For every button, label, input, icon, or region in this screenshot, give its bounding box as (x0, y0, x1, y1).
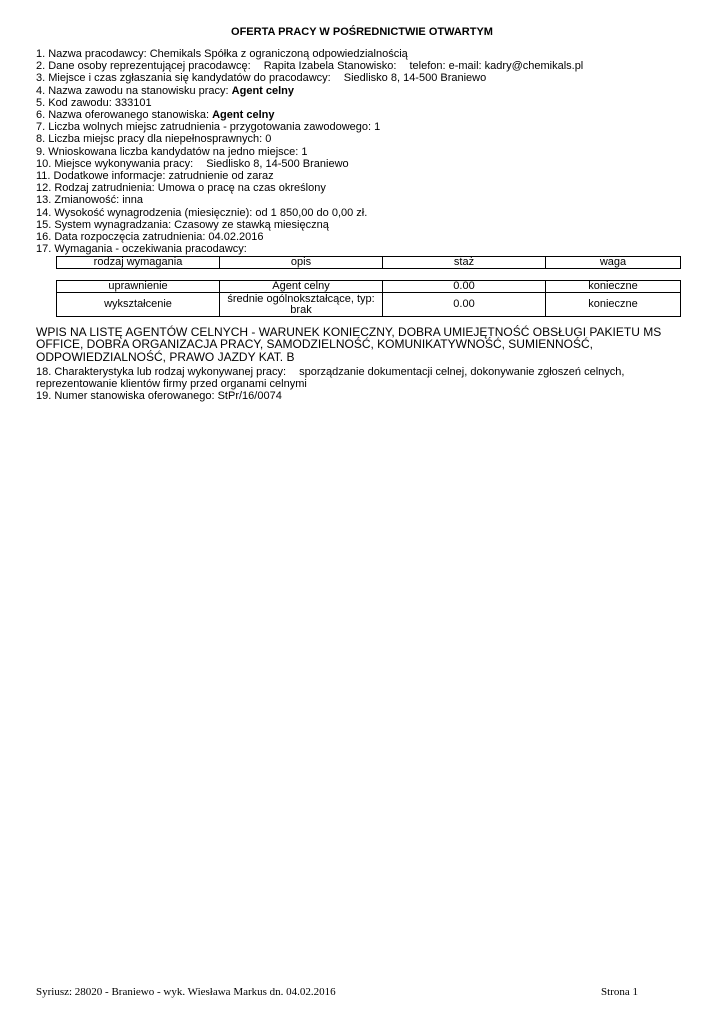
page-title: OFERTA PRACY W POŚREDNICTWIE OTWARTYM (231, 26, 493, 38)
field-value: Agent celny (212, 109, 275, 122)
page-footer (36, 986, 638, 998)
field-value: Siedlisko 8, 14-500 Braniewo (206, 157, 349, 170)
field-work-characteristics (36, 366, 696, 378)
field-employer-representative (36, 60, 696, 72)
field-label: 6. Nazwa oferowanego stanowiska: (36, 109, 210, 122)
field-label: Stanowisko: (337, 60, 397, 73)
field-label: 18. Charakterystyka lub rodzaj wykonywanej pracy: (36, 366, 287, 378)
work-description-section (36, 366, 696, 403)
field-disabled-vacancies: 8. Liczba miejsc pracy dla niepełnosprawnych: 0 (36, 133, 272, 146)
table-cell: wykształcenie (57, 293, 220, 317)
field-vacancies: 7. Liczba wolnych miejsc zatrudnienia - przygotowania zawodowego: 1 (36, 121, 381, 134)
field-salary: 14. Wysokość wynagrodzenia (miesięcznie): od 1 850,00 do 0,00 zł. (36, 206, 368, 219)
field-employment-type: 12. Rodzaj zatrudnienia: Umowa o pracę na czas określony (36, 182, 326, 195)
table-cell: konieczne (546, 293, 681, 317)
field-shift-system: 13. Zmianowość: inna (36, 194, 143, 207)
field-employer-name: 1. Nazwa pracodawcy: Chemikals Spółka z ograniczoną odpowiedzialnością (36, 48, 408, 60)
page-number: Strona 1 (601, 986, 638, 998)
extra-requirements-text: WPIS NA LISTĘ AGENTÓW CELNYCH - WARUNEK KONIECZNY, DOBRA UMIEJĘTNOŚĆ OBSŁUGI PAKIETU MS OFFICE, DOBRA ORGANIZACJA PRACY, SAMODZIELNOŚĆ, KOMUNIKATYWNOŚĆ, SUMIENNOŚĆ, ODPOWIEDZIALNOŚĆ, PRAWO JAZDY KAT. B (36, 325, 662, 364)
column-header: rodzaj wymagania (57, 257, 220, 269)
offer-fields (36, 48, 696, 255)
field-additional-info: 11. Dodatkowe informacje: zatrudnienie od zaraz (36, 170, 274, 183)
field-position-name (36, 109, 696, 121)
field-candidates-per-vacancy: 9. Wnioskowana liczba kandydatów na jedno miejsce: 1 (36, 145, 308, 158)
field-label: 4. Nazwa zawodu na stanowisku pracy: (36, 84, 229, 97)
table-cell: konieczne (546, 281, 681, 293)
field-value: sporządzanie dokumentacji celnej, dokonywanie zgłoszeń celnych, (299, 366, 625, 378)
table-cell: 0.00 (383, 281, 546, 293)
table-row (57, 293, 681, 317)
field-requirements-heading: 17. Wymagania - oczekiwania pracodawcy: (36, 243, 247, 256)
requirements-table (56, 280, 681, 317)
field-application-place (36, 72, 696, 84)
field-value: Rapita Izabela (263, 60, 335, 73)
field-label: 10. Miejsce wykonywania pracy: (36, 157, 194, 170)
field-value: Siedlisko 8, 14-500 Braniewo (343, 72, 487, 85)
table-cell: średnie ogólnokształcące, typ: brak (220, 293, 383, 317)
field-label: 2. Dane osoby reprezentującej pracodawcę: (36, 60, 251, 73)
table-cell: Agent celny (220, 281, 383, 293)
field-position-number: 19. Numer stanowiska oferowanego: StPr/16/0074 (36, 390, 282, 403)
field-work-characteristics-continued: reprezentowanie klientów firmy przed organami celnymi (36, 378, 307, 391)
column-header: staż (383, 257, 546, 269)
field-occupation-name (36, 85, 696, 97)
field-label: 3. Miejsce i czas zgłaszania się kandydatów do pracodawcy: (36, 72, 331, 85)
table-cell: 0.00 (383, 293, 546, 317)
column-header: opis (220, 257, 383, 269)
requirements-header-table (56, 256, 681, 269)
table-header-row (57, 257, 681, 269)
field-workplace (36, 158, 696, 170)
field-value: telefon: e-mail: kadry@chemikals.pl (409, 60, 584, 73)
table-cell: uprawnienie (57, 281, 220, 293)
field-pay-system: 15. System wynagradzania: Czasowy ze stawką miesięczną (36, 218, 329, 231)
field-value: Agent celny (231, 84, 295, 97)
column-header: waga (546, 257, 681, 269)
field-occupation-code: 5. Kod zawodu: 333101 (36, 96, 152, 109)
footer-document-info: Syriusz: 28020 - Braniewo - wyk. Wiesława Markus dn. 04.02.2016 (36, 986, 336, 998)
table-row (57, 281, 681, 293)
field-start-date: 16. Data rozpoczęcia zatrudnienia: 04.02.2016 (36, 231, 264, 244)
